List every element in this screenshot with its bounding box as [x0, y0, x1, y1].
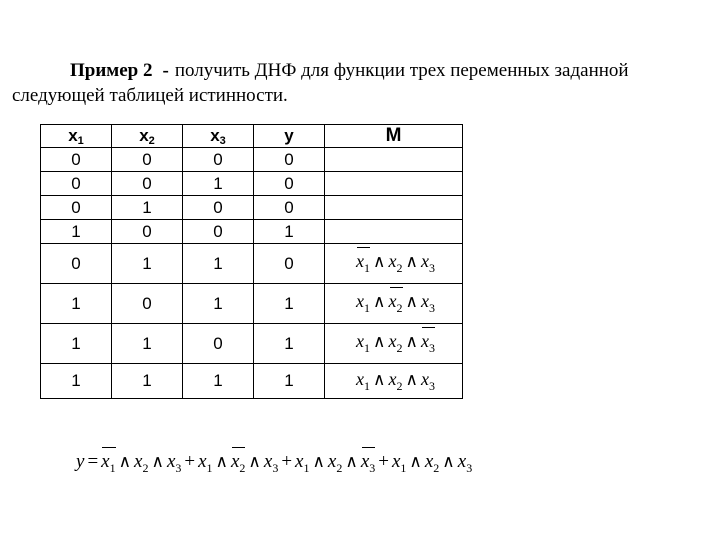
cell-x2: 0: [112, 148, 183, 172]
negated-variable: $x_2$: [230, 451, 246, 475]
variable: $x_1$: [356, 291, 371, 315]
cell-y: 1: [254, 364, 325, 399]
truth-table-body: [41, 148, 463, 399]
variable: $x_1$: [356, 368, 371, 393]
table-row: [41, 196, 463, 220]
cell-y: 0: [254, 196, 325, 220]
cell-minterm: [325, 324, 463, 364]
cell-x1: 1: [41, 220, 112, 244]
minterm: [356, 251, 435, 275]
cell-y: 1: [254, 220, 325, 244]
cell-y: 0: [254, 244, 325, 284]
variable: $x_1$: [391, 451, 407, 475]
cell-x3: 0: [183, 324, 254, 364]
negated-variable: $x_2$: [388, 291, 403, 315]
cell-x3: 1: [183, 172, 254, 196]
dnf-formula: [76, 451, 472, 476]
minterm: [356, 291, 435, 315]
and-operator: ∧: [405, 292, 418, 311]
cell-x3: 0: [183, 196, 254, 220]
variable: $x_2$: [388, 251, 403, 275]
cell-x1: 0: [41, 244, 112, 284]
cell-minterm: [325, 244, 463, 284]
and-operator: ∧: [151, 452, 164, 471]
variable: $x_3$: [420, 368, 435, 393]
table-row: [41, 364, 463, 399]
table-row: [41, 148, 463, 172]
cell-y: 1: [254, 284, 325, 324]
truth-table: [40, 124, 463, 399]
cell-x1: 0: [41, 172, 112, 196]
and-operator: ∧: [405, 369, 418, 389]
cell-x1: 1: [41, 364, 112, 399]
plus-operator: +: [378, 451, 389, 472]
variable: $x_2$: [424, 451, 440, 475]
negated-variable: $x_1$: [356, 251, 371, 275]
header-x3: x3: [183, 125, 254, 148]
header-m: M: [325, 125, 463, 148]
variable: $x_3$: [420, 291, 435, 315]
and-operator: ∧: [373, 252, 386, 271]
header-y: y: [254, 125, 325, 148]
cell-x2: 0: [112, 284, 183, 324]
and-operator: ∧: [118, 452, 132, 471]
cell-x3: 0: [183, 148, 254, 172]
negated-variable: $x_1$: [101, 451, 116, 475]
cell-x3: 1: [183, 284, 254, 324]
minterm: [356, 368, 435, 393]
cell-y: 0: [254, 172, 325, 196]
cell-x1: 1: [41, 324, 112, 364]
intro-dash: -: [162, 60, 169, 81]
cell-y: 0: [254, 148, 325, 172]
and-operator: ∧: [409, 452, 422, 471]
cell-x1: 1: [41, 284, 112, 324]
header-x2: x2: [112, 125, 183, 148]
and-operator: ∧: [373, 332, 386, 351]
cell-x3: 0: [183, 220, 254, 244]
cell-minterm: [325, 220, 463, 244]
intro-line-2: следующей таблицей истинности.: [12, 85, 288, 106]
header-x1: x1: [41, 125, 112, 148]
plus-operator: +: [281, 451, 293, 472]
table-row: [41, 172, 463, 196]
cell-minterm: [325, 196, 463, 220]
cell-minterm: [325, 148, 463, 172]
intro-text: [12, 58, 712, 108]
cell-x1: 0: [41, 148, 112, 172]
formula-lhs: y: [76, 451, 85, 472]
cell-x2: 1: [112, 324, 183, 364]
variable: $x_1$: [198, 451, 213, 475]
cell-minterm: [325, 172, 463, 196]
cell-x3: 1: [183, 244, 254, 284]
intro-task: получить ДНФ для функции трех переменных заданной: [174, 60, 629, 81]
cell-x2: 1: [112, 244, 183, 284]
and-operator: ∧: [312, 452, 325, 471]
and-operator: ∧: [373, 292, 386, 311]
variable: $x_1$: [295, 451, 310, 475]
and-operator: ∧: [215, 452, 228, 471]
cell-x2: 1: [112, 364, 183, 399]
and-operator: ∧: [405, 332, 418, 351]
minterm: [356, 331, 435, 355]
variable: $x_2$: [327, 451, 343, 475]
variable: $x_3$: [420, 251, 435, 275]
cell-x2: 1: [112, 196, 183, 220]
cell-minterm: [325, 364, 463, 399]
variable: $x_2$: [388, 331, 403, 355]
and-operator: ∧: [405, 252, 418, 271]
cell-minterm: [325, 284, 463, 324]
variable: $x_3$: [263, 451, 279, 475]
negated-variable: $x_3$: [360, 451, 376, 475]
variable: $x_2$: [388, 368, 403, 393]
table-row: [41, 284, 463, 324]
cell-y: 1: [254, 324, 325, 364]
table-row: [41, 220, 463, 244]
plus-operator: +: [184, 451, 196, 472]
variable: $x_3$: [457, 451, 473, 475]
cell-x2: 0: [112, 172, 183, 196]
cell-x2: 0: [112, 220, 183, 244]
example-label: Пример 2: [70, 60, 153, 81]
intro-line-1: [12, 58, 712, 83]
and-operator: ∧: [345, 452, 358, 471]
variable: $x_1$: [356, 331, 371, 355]
negated-variable: $x_3$: [420, 331, 435, 355]
variable: $x_2$: [134, 451, 149, 475]
variable: $x_3$: [166, 451, 182, 475]
and-operator: ∧: [248, 452, 261, 471]
truth-table-header: [41, 125, 463, 148]
and-operator: ∧: [442, 452, 455, 471]
and-operator: ∧: [373, 369, 386, 389]
cell-x3: 1: [183, 364, 254, 399]
equals-sign: =: [87, 451, 99, 472]
table-row: [41, 244, 463, 284]
cell-x1: 0: [41, 196, 112, 220]
table-row: [41, 324, 463, 364]
